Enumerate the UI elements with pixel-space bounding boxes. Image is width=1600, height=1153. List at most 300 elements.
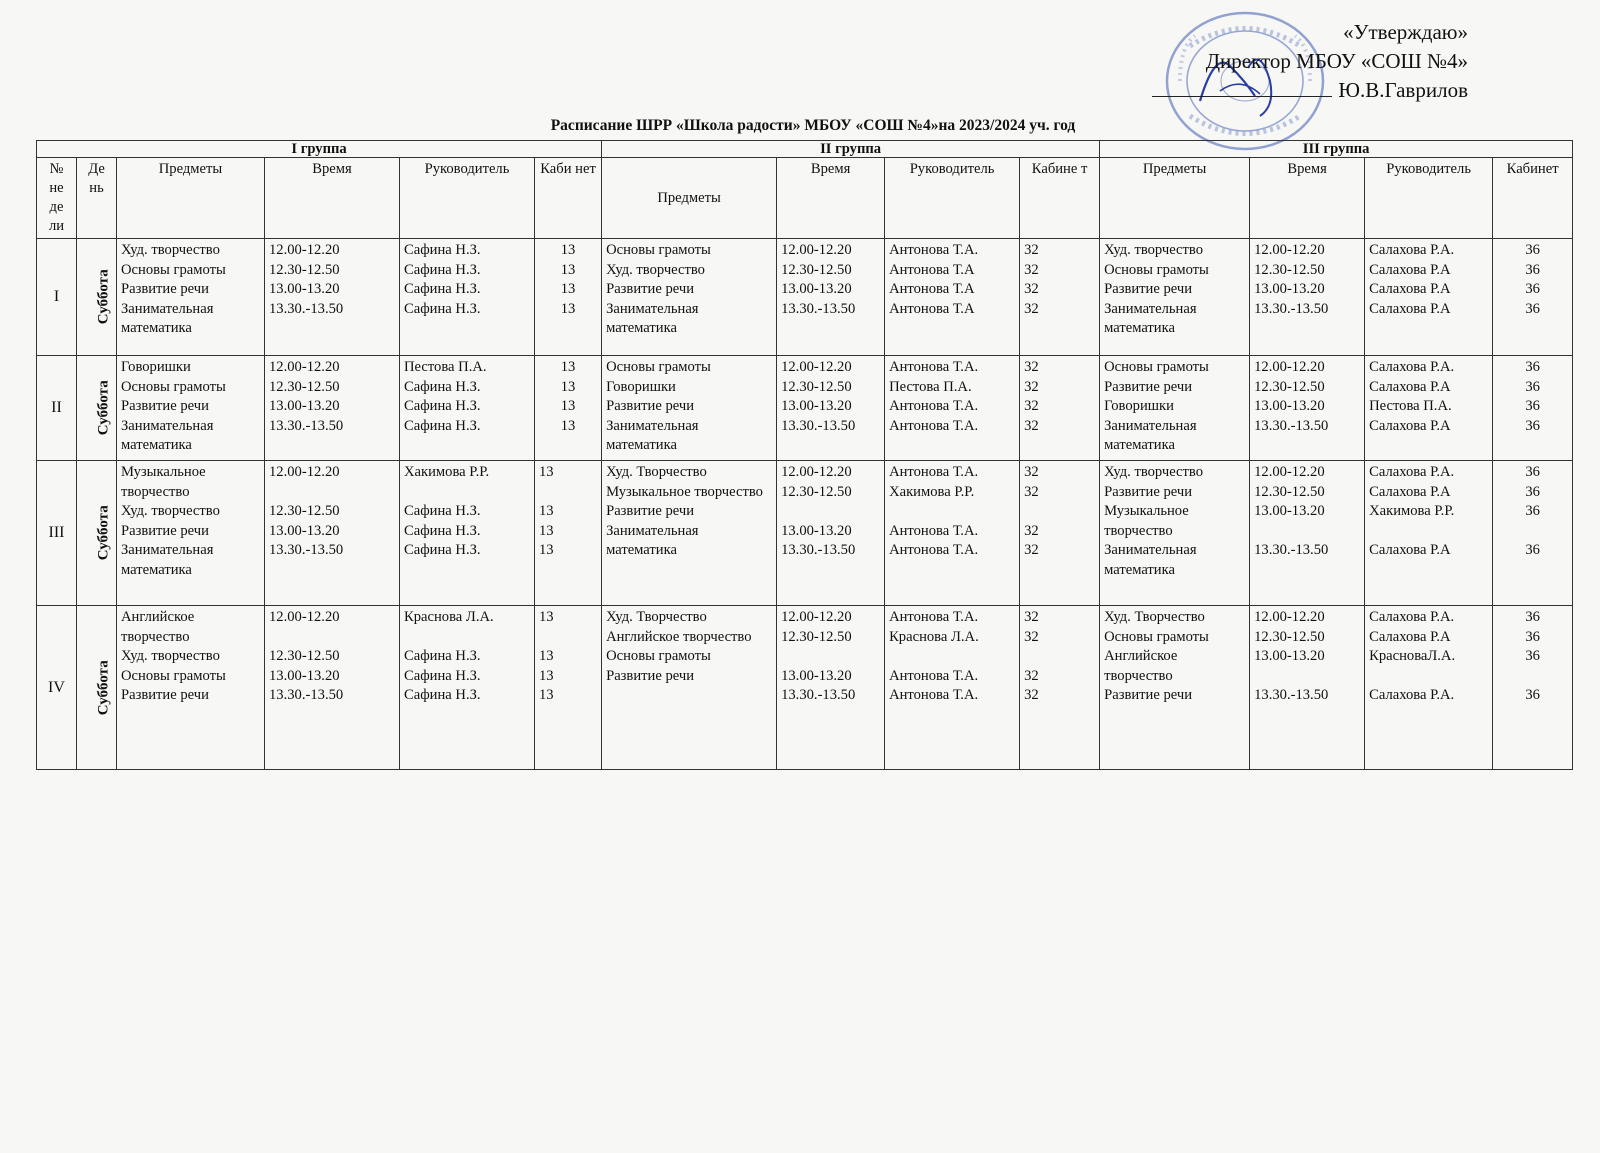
- subject: Основы грамоты: [1104, 628, 1209, 645]
- g1-rooms-cell: [535, 239, 602, 356]
- subject: Основы грамоты: [606, 359, 711, 375]
- spacer: [1024, 502, 1095, 522]
- subject: Развитие речи: [121, 687, 209, 703]
- room: 32: [1024, 609, 1039, 625]
- subject: Занимательная математика: [1104, 417, 1197, 453]
- teacher: Сафина Н.З.: [404, 542, 481, 558]
- room: 13: [539, 464, 554, 480]
- g2-room-header: Кабине т: [1020, 158, 1100, 239]
- subject: Занимательная математика: [606, 522, 699, 558]
- teacher: Сафина Н.З.: [404, 503, 481, 519]
- subject: Английское творчество: [1104, 648, 1178, 684]
- subject: Музыкальное творчество: [1104, 503, 1189, 539]
- time: 12.00-12.20: [1254, 359, 1325, 375]
- teacher: Салахова Р.А: [1369, 261, 1451, 278]
- day-header: Де нь: [77, 158, 117, 239]
- room: 36: [1525, 398, 1540, 414]
- g2-teachers-cell: [885, 606, 1020, 770]
- time: 12.00-12.20: [1254, 464, 1325, 480]
- g1-teachers-cell: [400, 356, 535, 461]
- time: 13.30.-13.50: [269, 417, 344, 434]
- room: 32: [1024, 359, 1039, 375]
- subject: Основы грамоты: [121, 378, 226, 395]
- schedule-table: [36, 140, 1573, 770]
- subject: Говоришки: [606, 378, 676, 395]
- subject: Развитие речи: [606, 667, 695, 684]
- room: 36: [1525, 542, 1540, 558]
- spacer: [539, 628, 597, 648]
- time: 13.30.-13.50: [1254, 300, 1329, 317]
- time: 12.30-12.50: [781, 628, 852, 645]
- g3-teachers-cell: [1365, 356, 1493, 461]
- g1-times-cell: [265, 461, 400, 606]
- approval-director-name: Ю.В.Гаврилов: [1338, 78, 1468, 102]
- time: 12.30-12.50: [781, 261, 852, 278]
- time: 13.30.-13.50: [269, 300, 344, 317]
- spacer: [1024, 647, 1095, 667]
- subject: Занимательная математика: [606, 300, 699, 336]
- teacher: Сафина Н.З.: [404, 687, 481, 703]
- subject: Основы грамоты: [121, 667, 226, 684]
- teacher: Антонова Т.А.: [889, 609, 979, 625]
- time: 12.00-12.20: [269, 359, 340, 375]
- g1-time-header: Время: [265, 158, 400, 239]
- week-number: III: [37, 461, 77, 606]
- day-cell: [77, 356, 117, 461]
- time: 12.30-12.50: [269, 503, 340, 519]
- teacher: Салахова Р.А.: [1369, 359, 1455, 375]
- teacher: Сафина Н.З.: [404, 261, 481, 278]
- time: 13.00-13.20: [781, 398, 852, 414]
- column-header-row: [37, 158, 1573, 239]
- room: 32: [1024, 300, 1039, 317]
- group-2-header: II группа: [602, 141, 1100, 158]
- room: 32: [1024, 261, 1039, 278]
- room: 32: [1024, 242, 1039, 258]
- day-cell: [77, 239, 117, 356]
- room: 32: [1024, 378, 1039, 395]
- room: 36: [1525, 503, 1540, 519]
- room: 13: [539, 648, 554, 664]
- time: 13.30.-13.50: [269, 687, 344, 703]
- time: 12.30-12.50: [269, 378, 340, 395]
- teacher: Антонова Т.А.: [889, 542, 979, 558]
- approval-position: Директор МБОУ «СОШ №4»: [1205, 49, 1468, 73]
- time: 12.30-12.50: [269, 648, 340, 664]
- room: 32: [1024, 667, 1039, 684]
- teacher: Салахова Р.А.: [1369, 687, 1455, 703]
- room: 13: [560, 359, 576, 375]
- subject: Основы грамоты: [606, 648, 711, 664]
- subject: Музыкальное творчество: [606, 483, 763, 500]
- subject: Развитие речи: [121, 281, 209, 297]
- day-label: Суббота: [95, 269, 112, 325]
- spacer: [889, 647, 1015, 667]
- teacher: Салахова Р.А: [1369, 417, 1451, 434]
- group-3-header: III группа: [1100, 141, 1573, 158]
- spacer: [1254, 667, 1360, 687]
- g2-rooms-cell: [1020, 356, 1100, 461]
- time: 13.30.-13.50: [1254, 687, 1329, 703]
- spacer: [404, 483, 530, 503]
- room: 36: [1525, 648, 1540, 664]
- spacer: [1497, 667, 1568, 687]
- g1-subjects-cell: [117, 606, 265, 770]
- g3-teachers-cell: [1365, 461, 1493, 606]
- g1-teacher-header: Руководитель: [400, 158, 535, 239]
- time: 12.30-12.50: [1254, 261, 1325, 278]
- week-number: II: [37, 356, 77, 461]
- subject: Основы грамоты: [1104, 359, 1209, 375]
- time: 13.00-13.20: [269, 667, 340, 684]
- teacher: Пестова П.А.: [404, 359, 487, 375]
- teacher: Антонова Т.А: [889, 281, 975, 297]
- room: 36: [1525, 687, 1540, 703]
- teacher: Пестова П.А.: [889, 378, 972, 395]
- time: 13.00-13.20: [781, 667, 852, 684]
- week-row-4: [37, 606, 1573, 770]
- subject: Занимательная математика: [606, 417, 699, 453]
- time: 12.30-12.50: [269, 261, 340, 278]
- time: 12.00-12.20: [269, 242, 340, 258]
- subject: Основы грамоты: [1104, 261, 1209, 278]
- time: 13.30.-13.50: [1254, 417, 1329, 434]
- approval-heading: «Утверждаю»: [1343, 20, 1468, 44]
- g3-subjects-cell: [1100, 461, 1250, 606]
- g3-time-header: Время: [1250, 158, 1365, 239]
- subject: Занимательная математика: [1104, 300, 1197, 336]
- spacer: [269, 483, 395, 503]
- room: 13: [539, 503, 554, 519]
- g3-rooms-cell: [1493, 461, 1573, 606]
- g2-rooms-cell: [1020, 461, 1100, 606]
- subject: Английское творчество: [121, 609, 195, 645]
- subject: Худ. творчество: [606, 261, 705, 278]
- spacer: [404, 628, 530, 648]
- g2-teacher-header: Руководитель: [885, 158, 1020, 239]
- time: 13.30.-13.50: [781, 300, 856, 317]
- approval-signature-row: [1152, 76, 1468, 105]
- time: 12.00-12.20: [269, 464, 340, 480]
- week-row-3: [37, 461, 1573, 606]
- g1-subjects-header: Предметы: [117, 158, 265, 239]
- room: 36: [1525, 242, 1540, 258]
- g3-times-cell: [1250, 239, 1365, 356]
- g1-times-cell: [265, 356, 400, 461]
- g1-teachers-cell: [400, 461, 535, 606]
- time: 12.00-12.20: [781, 242, 852, 258]
- day-label: Суббота: [95, 660, 112, 715]
- time: 12.30-12.50: [781, 378, 852, 395]
- teacher: Сафина Н.З.: [404, 378, 481, 395]
- room: 36: [1525, 281, 1540, 297]
- g2-times-cell: [777, 461, 885, 606]
- g3-times-cell: [1250, 606, 1365, 770]
- time: 12.30-12.50: [781, 483, 852, 500]
- subject: Развитие речи: [121, 522, 209, 539]
- g3-room-header: Кабинет: [1493, 158, 1573, 239]
- time: 13.00-13.20: [1254, 281, 1325, 297]
- teacher: Антонова Т.А.: [889, 464, 979, 480]
- g2-time-header: Время: [777, 158, 885, 239]
- subject: Худ. Творчество: [606, 609, 707, 625]
- teacher: Сафина Н.З.: [404, 648, 481, 664]
- time: 12.00-12.20: [781, 359, 852, 375]
- subject: Худ. творчество: [121, 503, 220, 519]
- teacher: Салахова Р.А: [1369, 300, 1451, 317]
- time: 13.30.-13.50: [781, 542, 856, 558]
- group-1-header: I группа: [37, 141, 602, 158]
- subject: Говоришки: [1104, 398, 1174, 414]
- g3-rooms-cell: [1493, 606, 1573, 770]
- spacer: [269, 628, 395, 648]
- g1-subjects-cell: [117, 461, 265, 606]
- subject: Развитие речи: [121, 398, 209, 414]
- teacher: Сафина Н.З.: [404, 417, 481, 434]
- subject: Развитие речи: [606, 503, 695, 519]
- week-number: I: [37, 239, 77, 356]
- time: 12.00-12.20: [781, 609, 852, 625]
- subject: Развитие речи: [1104, 483, 1193, 500]
- teacher: Хакимова Р.Р.: [889, 483, 975, 500]
- room: 36: [1525, 378, 1540, 395]
- teacher: КрасноваЛ.А.: [1369, 648, 1456, 664]
- group-header-row: [37, 141, 1573, 158]
- approval-block: [1152, 18, 1468, 105]
- subject: Развитие речи: [1104, 281, 1193, 297]
- g3-subjects-cell: [1100, 239, 1250, 356]
- day-cell: [77, 461, 117, 606]
- g3-teachers-cell: [1365, 606, 1493, 770]
- subject: Основы грамоты: [121, 261, 226, 278]
- signature-line: [1152, 82, 1332, 97]
- subject: Английское творчество: [606, 628, 752, 645]
- time: 12.00-12.20: [1254, 609, 1325, 625]
- subject: Худ. творчество: [1104, 242, 1203, 258]
- week-header: № не де ли: [37, 158, 77, 239]
- time: 13.00-13.20: [269, 522, 340, 539]
- teacher: Салахова Р.А.: [1369, 464, 1455, 480]
- day-label: Суббота: [95, 505, 112, 561]
- time: 12.30-12.50: [1254, 628, 1325, 645]
- teacher: Антонова Т.А.: [889, 667, 979, 684]
- teacher: Сафина Н.З.: [404, 242, 481, 258]
- subject: Говоришки: [121, 359, 191, 375]
- room: 32: [1024, 628, 1039, 645]
- room: 13: [539, 667, 554, 684]
- teacher: Салахова Р.А.: [1369, 242, 1455, 258]
- time: 13.30.-13.50: [781, 417, 856, 434]
- teacher: Краснова Л.А.: [404, 609, 494, 625]
- spacer: [889, 502, 1015, 522]
- g1-rooms-cell: [535, 606, 602, 770]
- subject: Основы грамоты: [606, 242, 711, 258]
- subject: Занимательная математика: [121, 417, 214, 453]
- teacher: Салахова Р.А.: [1369, 609, 1455, 625]
- teacher: Пестова П.А.: [1369, 398, 1452, 414]
- time: 13.00-13.20: [269, 281, 340, 297]
- subject: Занимательная математика: [1104, 542, 1197, 578]
- spacer: [1497, 522, 1568, 542]
- room: 32: [1024, 483, 1039, 500]
- day-cell: [77, 606, 117, 770]
- room: 36: [1525, 417, 1540, 434]
- g3-times-cell: [1250, 461, 1365, 606]
- room: 36: [1525, 609, 1540, 625]
- room: 36: [1525, 261, 1540, 278]
- g3-subjects-cell: [1100, 606, 1250, 770]
- time: 12.00-12.20: [781, 464, 852, 480]
- teacher: Антонова Т.А.: [889, 417, 979, 434]
- g3-subjects-cell: [1100, 356, 1250, 461]
- room: 32: [1024, 687, 1039, 703]
- teacher: Антонова Т.А.: [889, 687, 979, 703]
- g2-subjects-cell: [602, 356, 777, 461]
- day-label: Суббота: [95, 380, 112, 436]
- week-row-2: [37, 356, 1573, 461]
- subject: Развитие речи: [1104, 687, 1193, 703]
- spacer: [1369, 522, 1488, 542]
- g2-teachers-cell: [885, 461, 1020, 606]
- teacher: Сафина Н.З.: [404, 522, 481, 539]
- time: 13.00-13.20: [1254, 398, 1325, 414]
- room: 32: [1024, 417, 1039, 434]
- g2-times-cell: [777, 606, 885, 770]
- g3-teacher-header: Руководитель: [1365, 158, 1493, 239]
- g1-times-cell: [265, 239, 400, 356]
- teacher: Салахова Р.А: [1369, 483, 1451, 500]
- subject: Развитие речи: [606, 281, 695, 297]
- g2-subjects-cell: [602, 461, 777, 606]
- time: 12.30-12.50: [1254, 483, 1325, 500]
- subject: Музыкальное творчество: [121, 464, 206, 500]
- room: 32: [1024, 464, 1039, 480]
- room: 36: [1525, 464, 1540, 480]
- g3-subjects-header: Предметы: [1100, 158, 1250, 239]
- subject: Худ. творчество: [121, 648, 220, 664]
- time: 13.00-13.20: [269, 398, 340, 414]
- document-title: Расписание ШРР «Школа радости» МБОУ «СОШ №4»на 2023/2024 уч. год: [550, 117, 1076, 134]
- teacher: Краснова Л.А.: [889, 628, 979, 645]
- room: 36: [1525, 483, 1540, 500]
- g2-rooms-cell: [1020, 606, 1100, 770]
- g1-subjects-cell: [117, 356, 265, 461]
- time: 13.00-13.20: [781, 281, 852, 297]
- g3-teachers-cell: [1365, 239, 1493, 356]
- room: 36: [1525, 628, 1540, 645]
- week-row-1: [37, 239, 1573, 356]
- teacher: Салахова Р.А: [1369, 281, 1451, 297]
- teacher: Салахова Р.А: [1369, 378, 1451, 395]
- spacer: [781, 647, 880, 667]
- teacher: Хакимова Р.Р.: [404, 464, 490, 480]
- teacher: Хакимова Р.Р.: [1369, 503, 1455, 519]
- g2-teachers-cell: [885, 356, 1020, 461]
- room: 13: [560, 281, 576, 297]
- room: 32: [1024, 281, 1039, 297]
- subject: Развитие речи: [1104, 378, 1193, 395]
- teacher: Сафина Н.З.: [404, 667, 481, 684]
- g1-subjects-cell: [117, 239, 265, 356]
- spacer: [781, 502, 880, 522]
- room: 13: [560, 300, 576, 317]
- time: 13.30.-13.50: [269, 542, 344, 558]
- g1-teachers-cell: [400, 239, 535, 356]
- g3-rooms-cell: [1493, 356, 1573, 461]
- time: 12.00-12.20: [269, 609, 340, 625]
- room: 13: [539, 687, 554, 703]
- room: 13: [560, 417, 576, 434]
- teacher: Салахова Р.А: [1369, 542, 1451, 558]
- time: 13.00-13.20: [781, 522, 852, 539]
- g3-times-cell: [1250, 356, 1365, 461]
- time: 13.00-13.20: [1254, 648, 1325, 664]
- teacher: Сафина Н.З.: [404, 398, 481, 414]
- week-number: IV: [37, 606, 77, 770]
- room: 13: [539, 522, 554, 539]
- teacher: Сафина Н.З.: [404, 281, 481, 297]
- teacher: Антонова Т.А.: [889, 359, 979, 375]
- room: 13: [560, 398, 576, 414]
- room: 13: [560, 261, 576, 278]
- subject: Худ. Творчество: [606, 464, 707, 480]
- time: 12.30-12.50: [1254, 378, 1325, 395]
- subject: Худ. Творчество: [1104, 609, 1205, 625]
- teacher: Антонова Т.А: [889, 300, 975, 317]
- room: 32: [1024, 542, 1039, 558]
- teacher: Антонова Т.А.: [889, 398, 979, 414]
- time: 13.30.-13.50: [781, 687, 856, 703]
- g1-room-header: Каби нет: [535, 158, 602, 239]
- teacher: Антонова Т.А: [889, 261, 975, 278]
- room: 13: [560, 378, 576, 395]
- room: 36: [1525, 359, 1540, 375]
- g2-subjects-cell: [602, 239, 777, 356]
- teacher: Антонова Т.А.: [889, 522, 979, 539]
- room: 32: [1024, 398, 1039, 414]
- g1-teachers-cell: [400, 606, 535, 770]
- subject: Занимательная математика: [121, 542, 214, 578]
- teacher: Салахова Р.А: [1369, 628, 1451, 645]
- g2-subjects-cell: [602, 606, 777, 770]
- g1-rooms-cell: [535, 356, 602, 461]
- time: 12.00-12.20: [1254, 242, 1325, 258]
- teacher: Антонова Т.А.: [889, 242, 979, 258]
- g2-times-cell: [777, 356, 885, 461]
- room: 32: [1024, 522, 1039, 539]
- g2-rooms-cell: [1020, 239, 1100, 356]
- subject: Худ. творчество: [1104, 464, 1203, 480]
- spacer: [1369, 667, 1488, 687]
- g1-rooms-cell: [535, 461, 602, 606]
- room: 13: [539, 542, 554, 558]
- spacer: [539, 483, 597, 503]
- g3-rooms-cell: [1493, 239, 1573, 356]
- spacer: [1254, 522, 1360, 542]
- g2-teachers-cell: [885, 239, 1020, 356]
- time: 13.30.-13.50: [1254, 542, 1329, 558]
- subject: Развитие речи: [606, 398, 695, 414]
- subject: Занимательная математика: [121, 300, 214, 336]
- subject: Худ. творчество: [121, 242, 220, 258]
- room: 36: [1525, 300, 1540, 317]
- room: 13: [539, 609, 554, 625]
- g1-times-cell: [265, 606, 400, 770]
- time: 13.00-13.20: [1254, 503, 1325, 519]
- teacher: Сафина Н.З.: [404, 300, 481, 317]
- g2-subjects-header: Предметы: [602, 158, 777, 239]
- g2-times-cell: [777, 239, 885, 356]
